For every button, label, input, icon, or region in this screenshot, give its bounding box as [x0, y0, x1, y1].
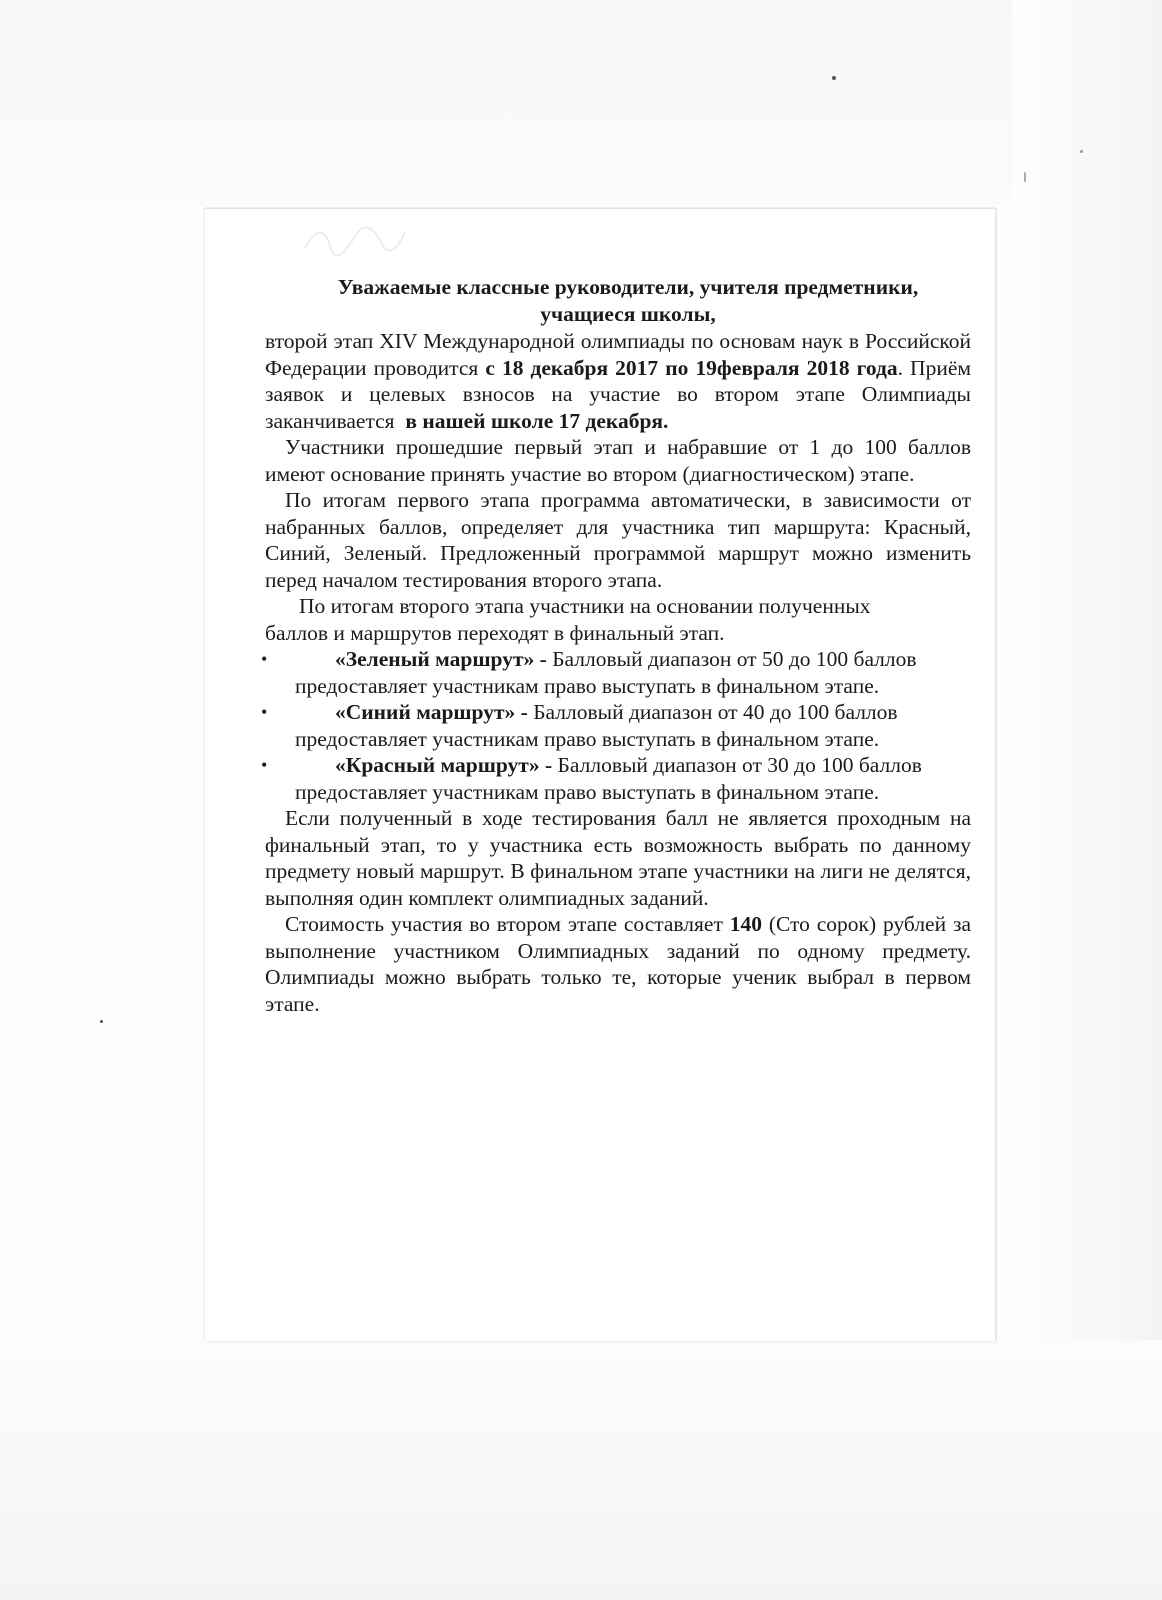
intro-text-1: второй этап XIV Международной олимпиады по основам наук в Российской Федерации проводится	[265, 329, 971, 380]
route-note: предоставляет участникам право выступать в финальном этапе.	[295, 779, 880, 804]
scan-speck	[1080, 150, 1083, 153]
scan-speck	[1024, 172, 1026, 182]
scan-edge-top	[0, 0, 1162, 205]
bullet-icon: •	[261, 702, 268, 722]
route-name: «Зеленый маршрут» -	[335, 647, 547, 671]
not-passing-paragraph: Если полученный в ходе тестирования балл не является проходным на финальный этап, то у участника есть возможность выбрать по данному предмету новый маршрут. В финальном этапе участники на лиги не делятся, выполняя один комплект олимпиадных заданий.	[265, 806, 971, 910]
list-item-blue-route	[261, 699, 971, 752]
faint-handwriting-mark	[300, 218, 410, 258]
scan-edge-bottom	[0, 1340, 1162, 1600]
bullet-icon: •	[261, 649, 268, 669]
cost-amount: 140	[729, 912, 762, 936]
list-item-green-route	[261, 646, 971, 699]
document-heading	[265, 274, 971, 328]
route-name: «Красный маршрут» -	[335, 753, 553, 777]
route-name: «Синий маршрут» -	[335, 700, 528, 724]
school-deadline: в нашей школе 17 декабря.	[405, 408, 669, 433]
participants-paragraph: Участники прошедшие первый этап и набравшие от 1 до 100 баллов имеют основание принять участие во втором (диагностическом) этапе.	[265, 435, 971, 486]
intro-paragraph	[265, 328, 971, 434]
olympiad-dates: с 18 декабря 2017 по 19февраля 2018 года	[485, 355, 898, 380]
heading-line-2: учащиеся школы,	[540, 302, 716, 326]
route-range: Балловый диапазон от 50 до 100 баллов	[546, 647, 917, 671]
cost-text-2: (Сто сорок) рублей за выполнение участником Олимпиадных заданий по одному предмету. Олимпиады можно выбрать только те, которые ученик выбрал в первом этапе.	[265, 912, 971, 1016]
route-range: Балловый диапазон от 40 до 100 баллов	[527, 700, 898, 724]
intro-text-2: . Приём заявок и целевых взносов на участие во втором этапе Олимпиады заканчивается	[265, 355, 971, 433]
route-note: предоставляет участникам право выступать в финальном этапе.	[295, 673, 880, 698]
route-note: предоставляет участникам право выступать в финальном этапе.	[295, 726, 880, 751]
final-intro-paragraph: По итогам второго этапа участники на основании полученных баллов и маршрутов переходят в финальный этап.	[265, 594, 871, 645]
scan-speck	[100, 1020, 103, 1023]
heading-line-1: Уважаемые классные руководители, учителя предметники,	[337, 275, 919, 299]
routes-intro-paragraph: По итогам первого этапа программа автоматически, в зависимости от набранных баллов, определяет для участника тип маршрута: Красный, Синий, Зеленый. Предложенный программой маршрут можно изменить перед началом тестирования второго этапа.	[265, 488, 971, 592]
cost-paragraph	[265, 911, 971, 1017]
route-range: Балловый диапазон от 30 до 100 баллов	[552, 753, 922, 777]
bullet-icon: •	[261, 755, 268, 775]
routes-list	[261, 646, 971, 805]
cost-text-1: Стоимость участия во втором этапе составляет	[285, 912, 730, 936]
document-body	[261, 274, 971, 1017]
list-item-red-route	[261, 752, 971, 805]
scan-speck	[832, 76, 836, 80]
